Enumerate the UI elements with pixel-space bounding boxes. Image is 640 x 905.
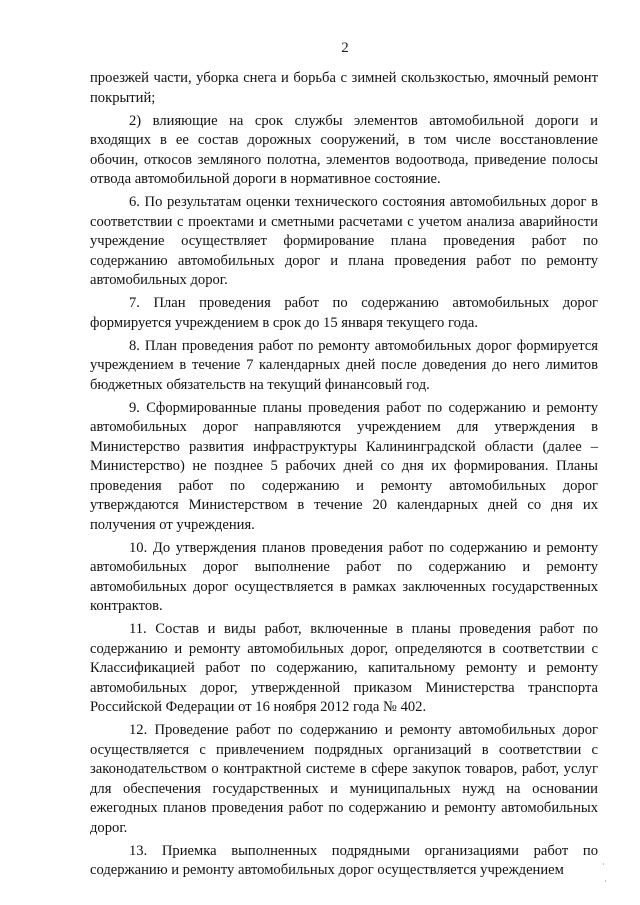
- paragraph-13: 13. Приемка выполненных подрядными организациями работ по содержанию и ремонту автомобильных дорог осуществляется учреждением: [90, 842, 598, 878]
- page-number: 2: [341, 40, 349, 56]
- paragraph-continuation: проезжей части, уборка снега и борьба с зимней скользкостью, ямочный ремонт покрытий;: [90, 70, 598, 106]
- document-body: [90, 69, 598, 884]
- scan-speck: ·: [602, 860, 605, 869]
- paragraph-8: 8. План проведения работ по ремонту автомобильных дорог формируется учреждением в течение 7 календарных дней после доведения до него лимитов бюджетных обязательств на текущий финансовый год.: [90, 337, 598, 393]
- paragraph-9: 9. Сформированные планы проведения работ по содержанию и ремонту автомобильных дорог направляются учреждением для утверждения в Министерство развития инфраструктуры Калининградской области (далее – Министерство) не позднее 5 рабочих дней со дня их формирования. Планы проведения работ по содержанию и ремонту автомобильных дорог утверждаются Министерством в течение 20 календарных дней со дня их получения от учреждения.: [90, 399, 598, 533]
- paragraph-7: 7. План проведения работ по содержанию автомобильных дорог формируется учреждением в срок до 15 января текущего года.: [90, 295, 598, 331]
- scan-speck: ·: [604, 877, 607, 886]
- paragraph-6: 6. По результатам оценки технического состояния автомобильных дорог в соответствии с проектами и сметными расчетами с учетом анализа аварийности учреждение осуществляет формирование плана проведения работ по содержанию автомобильных дорог и плана проведения работ по ремонту автомобильных дорог.: [90, 194, 598, 288]
- paragraph-12: 12. Проведение работ по содержанию и ремонту автомобильных дорог осуществляется с привлечением подрядных организаций в соответствии с законодательством о контрактной системе в сфере закупок товаров, работ, услуг для обеспечения государственных и муниципальных нужд на основании ежегодных планов проведения работ по содержанию и ремонту автомобильных дорог.: [90, 722, 598, 836]
- paragraph-11: 11. Состав и виды работ, включенные в планы проведения работ по содержанию и ремонту автомобильных дорог, определяются в соответствии с Классификацией работ по содержанию, капитальному ремонту и ремонту автомобильных дорог, утвержденной приказом Министерства транспорта Российской Федерации от 16 ноября 2012 года № 402.: [90, 621, 598, 715]
- paragraph-item-2: 2) влияющие на срок службы элементов автомобильной дороги и входящих в ее состав дорожных сооружений, в том числе восстановление обочин, откосов земляного полотна, элементов водоотвода, приведение полосы отвода автомобильной дороги в нормативное состояние.: [90, 112, 598, 187]
- paragraph-10: 10. До утверждения планов проведения работ по содержанию и ремонту автомобильных дорог выполнение работ по содержанию и ремонту автомобильных дорог осуществляется в рамках заключенных государственных контрактов.: [90, 539, 598, 614]
